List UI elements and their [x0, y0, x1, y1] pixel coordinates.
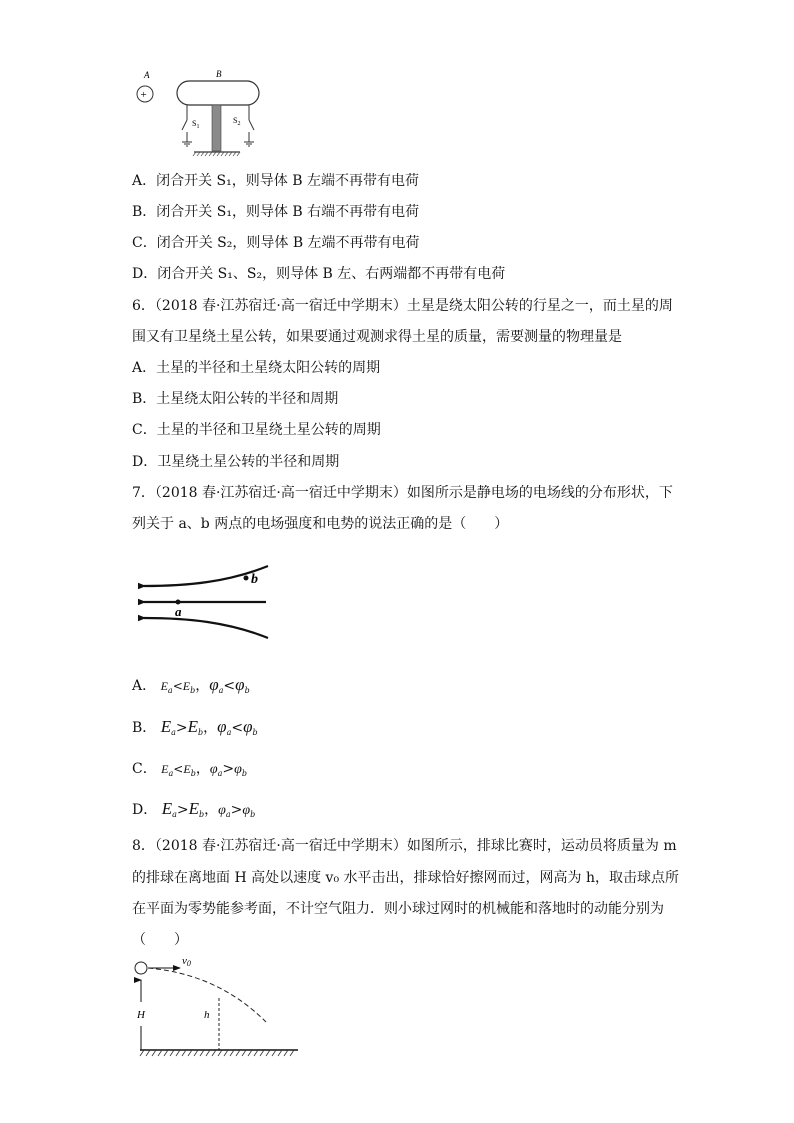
q6-option-b: B．土星绕太阳公转的半径和周期 [132, 391, 339, 407]
q5-option-c: C．闭合开关 S₂，则导体 B 左端不再带有电荷 [132, 235, 420, 251]
q6-option-c: C．土星的半径和卫星绕土星公转的周期 [132, 422, 381, 438]
q7-stem-line-2: 列关于 a、b 两点的电场强度和电势的说法正确的是（ ） [132, 516, 509, 532]
q8-stem-line-1: 8．（2018 春·江苏宿迁·高一宿迁中学期末）如图所示，排球比赛时，运动员将质量为 m [132, 838, 677, 854]
switch-s2 [249, 120, 254, 130]
insulating-stand [212, 105, 221, 151]
q7-option-a: A． $E_a<E_b$，$\varphi_a<\varphi_b$ [132, 675, 250, 695]
q8-stem-line-4: （ ） [132, 932, 188, 948]
q6-option-a: A．土星的半径和土星绕太阳公转的周期 [132, 360, 381, 376]
field-line-bottom [144, 618, 268, 638]
label-a: A [144, 70, 150, 80]
label-v0: v0 [182, 955, 191, 968]
q7-stem-line-1: 7．（2018 春·江苏宿迁·高一宿迁中学期末）如图所示是静电场的电场线的分布形状，下 [132, 485, 673, 501]
svg-text:S2: $S_2$ [233, 116, 241, 127]
label-point-a: a [175, 604, 182, 619]
plus-sign: + [140, 89, 147, 101]
svg-text:S1: $S_1$ [192, 119, 200, 130]
label-h: h [204, 1009, 210, 1021]
label-H: H [137, 1009, 145, 1021]
q7-field-lines-figure [138, 560, 298, 640]
point-b [244, 576, 249, 581]
q8-stem-line-2: 的排球在离地面 H 高处以速度 v₀ 水平击出，排球恰好擦网而过，网高为 h，取击球点所 [132, 870, 679, 886]
q6-stem-line-2: 围又有卫星绕土星公转，如果要通过观测求得土星的质量，需要测量的物理量是 [132, 329, 622, 345]
q5-figure [132, 64, 272, 160]
q6-option-d: D．卫星绕土星公转的半径和周期 [132, 454, 340, 470]
label-point-b: b [251, 572, 258, 587]
q7-option-d: D． $E_a>E_b$，$\varphi_a>\varphi_b$ [132, 799, 256, 819]
q6-stem-line-1: 6．（2018 春·江苏宿迁·高一宿迁中学期末）土星是绕太阳公转的行星之一，而土星的周 [132, 298, 673, 314]
volleyball [135, 962, 147, 974]
q5-option-b: B．闭合开关 S₁，则导体 B 右端不再带有电荷 [132, 204, 420, 220]
q8-stem-line-3: 在平面为零势能参考面，不计空气阻力．则小球过网时的机械能和落地时的动能分别为 [132, 901, 664, 917]
q7-option-c: C． $E_a<E_b$，$\varphi_a>\varphi_b$ [132, 761, 247, 778]
q7-option-b: B． $E_a>E_b$，$\varphi_a<\varphi_b$ [132, 717, 258, 737]
label-b: B [216, 69, 222, 79]
switch-s1 [182, 120, 187, 130]
q5-option-d: D．闭合开关 S₁、S₂，则导体 B 左、右两端都不再带有电荷 [132, 266, 506, 282]
field-line-top [144, 566, 268, 586]
q5-option-a: A．闭合开关 S₁，则导体 B 左端不再带有电荷 [132, 173, 419, 189]
conductor-b [177, 81, 259, 105]
q8-volleyball-figure [128, 952, 308, 1058]
